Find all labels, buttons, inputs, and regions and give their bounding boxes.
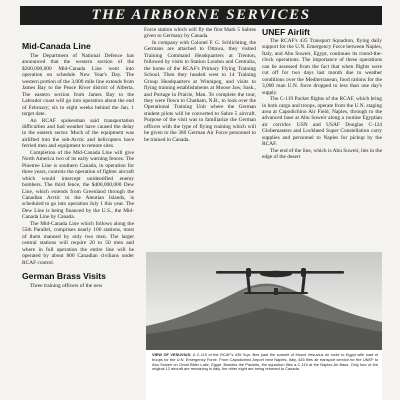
paragraph: The Mid-Canada Line which follows along the 55th Parallel, comprises nearly 100 stations, most of them manned by only two men. The larger central stations will require 20 to 50 men and where in full operation the entire line will be operated by about 800 Canadian civilians under RCAF control. (22, 220, 134, 266)
column-1 (22, 27, 134, 400)
caption-text: A C-119 of the RCAF's 435 Sqn. flies past the summit of Mount Vesuvius en route to Egypt with load of troops for the U.N. Emergency Force. From Capodichino Airport near Naples, Italy, 435 flies air transport service for the UNEF to Abu Suweir on Great Bitter Lake, Egypt. Besides the Packets, the squadron flies a C-119 at the Naples Air Base. Only four of the original 12 aircraft are remaining in Italy, the other eight are being returned to Canada. (152, 352, 378, 372)
heading-german-brass-visits: German Brass Visits (22, 270, 106, 281)
paragraph: The RCAF's 435 Transport Squadron, flying daily support for the U.N. Emergency Force between Naples, Italy, and Abu Suweir, Egypt, continues its round-the-clock operations. The importance of these operations can be assessed from the fact that when flights were cut off for two days last month due to weather conditions over the Mediterranean, food rations for the 3,000 man U.N. force dropped to less than one day's supply. (262, 38, 382, 96)
column-2 (144, 27, 256, 250)
paragraph: Force station which will fly the first Mark 5 Sabres given to Germany by Canada. (144, 27, 256, 40)
heading-mid-canada-line: Mid-Canada Line (22, 41, 91, 51)
paragraph: An RCAF spokesman said transportation difficulties and bad weather have caused the delay in the eastern sector. Much of the equipment was airlifted into the sub-Arctic and helicopters have ferried men and equipment to remote sites. (22, 117, 134, 150)
aircraft-over-vesuvius-photo (146, 252, 382, 350)
paragraph: The Department of National Defence has announced that the western section of the $200,000,000 Mid-Canada Line went into operation on schedule New Year's Day. The western portion of the 3,000 mile line extends from James Bay to the Peace River district of Alberta. The eastern section from James Bay to the Labrador coast will go into operation about the end of February; six to eight weeks behind the Jan. 1 target date. (22, 53, 134, 118)
paragraph: Completion of the Mid-Canada Line will give North America two of its early warning fences. The Pinetree Line is southern Canada, in operation for three years, controls the operation of fighter aircraft which would intercept unidentified enemy bombers. The third fence, the $400,000,000 Dew Line, which extends from Greenland through the Canadian Arctic to the Aleutian Islands, is scheduled to go into operation July 1 this year. The Dew Line is being financed by the U.S., the Mid-Canada Line by Canada. (22, 149, 134, 221)
photo-caption (152, 353, 378, 372)
paragraph: The C-119 Packet flights of the RCAF, which bring in both cargo and troops, operate from the U.N. staging area at Capodichino Air Field, Naples, through to the advanced base at Abu Suweir along a routine Egyptian air corridor. USN and USAF Douglas C-124 Globemasters and Lockheed Super Constellation carry supplies and personnel to Naples for pickup by the RCAF. (262, 96, 382, 148)
photo-figure (146, 252, 382, 400)
paragraph: The end of the line, which is Abu Suweir, lies in the edge of the desert (262, 147, 382, 161)
heading-unef-airlift: UNEF Airlift (262, 27, 310, 37)
paragraph: Three training officers of the new (30, 282, 103, 289)
paragraph: In company with Colonel F. G. Schlichting, the Germans are attached to Ottawa, they visited Training Command Headquarters at Trenton, followed by visits to Station London and Centralia, the home of the RCAF's Primary Flying Training School. Then they headed west to 14 Training Group Headquarters at Winnipeg, and visits to flying training establishments at Moose Jaw, Sask., and Portage la Prairie, Man. To complete the tour, they were flown to Chatham, N.B., to look over the Operational Training Unit where the German student pilots will be converted to Sabre 5 aircraft. Purpose of the visit was to familiarize the German officers with the type of flying training which will be given to the 360 German Air Force personnel to be trained in Canada. (144, 39, 256, 143)
caption-lead: VIEW OF VESUVIUS: (152, 352, 192, 357)
section-banner (20, 6, 382, 25)
column-3 (262, 27, 382, 250)
banner-title: THE AIRBORNE SERVICES (91, 7, 311, 23)
